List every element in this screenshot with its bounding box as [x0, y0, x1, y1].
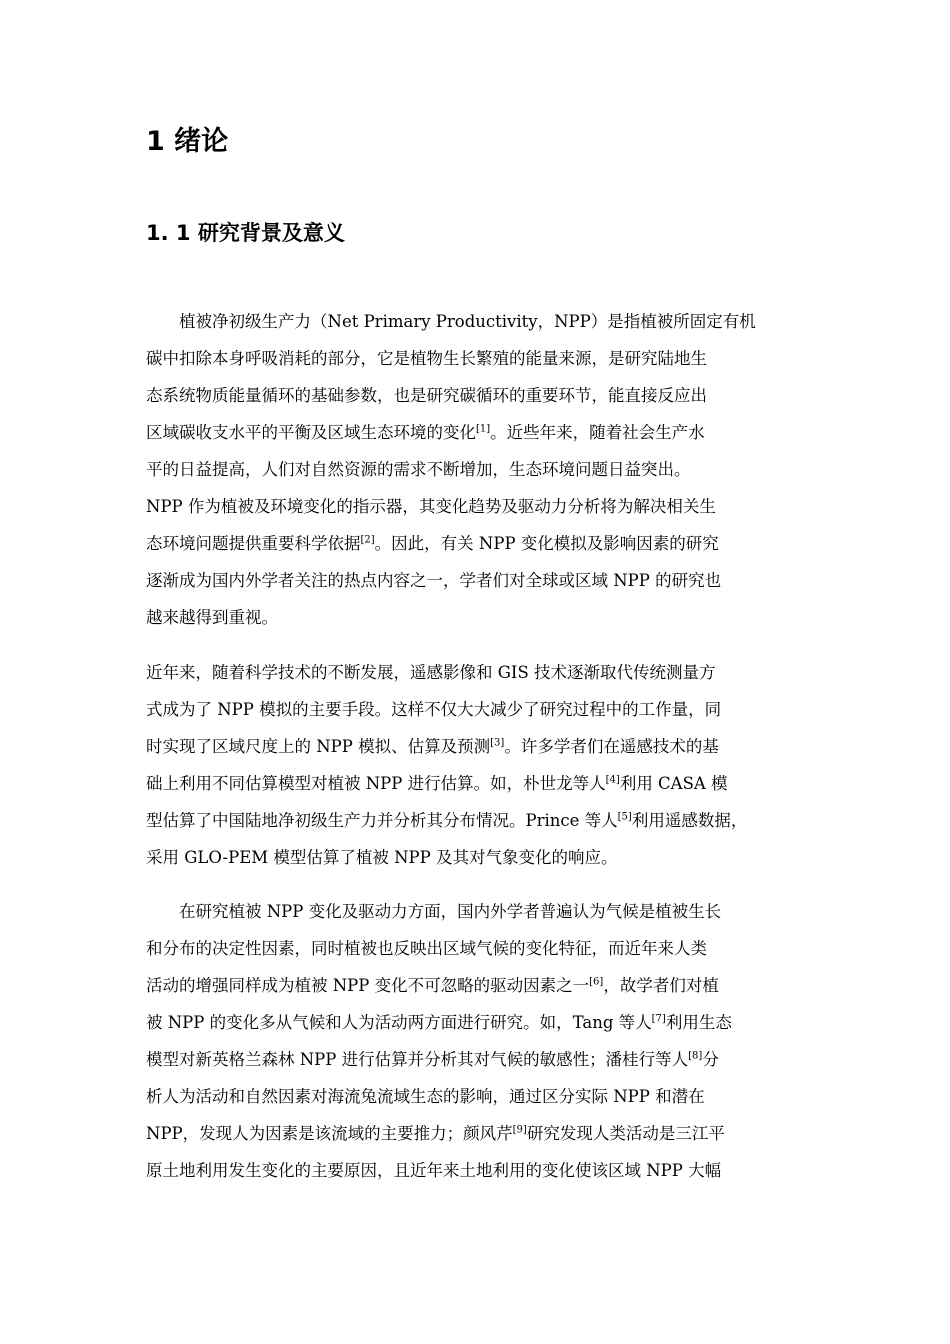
paragraph-line [146, 562, 806, 599]
citation-ref: [9] [512, 1124, 527, 1136]
line-text: 被 NPP 的变化多从气候和人为活动两方面进行研究。如，Tang 等人 [146, 1013, 652, 1032]
paragraph-3 [146, 893, 806, 1189]
chapter-title: 1 绪论 [146, 126, 229, 157]
citation-ref: [4] [605, 774, 620, 786]
paragraph-line [146, 765, 806, 802]
line-text: 模型对新英格兰森林 NPP 进行估算并分析其对气候的敏感性；潘桂行等人 [146, 1050, 689, 1069]
paragraph-line [146, 1152, 806, 1189]
paragraph-line [146, 303, 806, 340]
line-text: 在研究植被 NPP 变化及驱动力方面，国内外学者普遍认为气候是植被生长 [179, 902, 722, 921]
paragraph-line [146, 967, 806, 1004]
line-text: 越来越得到重视。 [146, 608, 278, 627]
line-text-continued: 研究发现人类活动是三江平 [526, 1124, 725, 1143]
line-text: 近年来，随着科学技术的不断发展，遥感影像和 GIS 技术逐渐取代传统测量方 [146, 663, 716, 682]
citation-ref: [8] [688, 1050, 703, 1062]
line-text: 区域碳收支水平的平衡及区域生态环境的变化 [146, 423, 476, 442]
paragraph-line [146, 377, 806, 414]
paragraph-line [146, 1041, 806, 1078]
line-text: 础上利用不同估算模型对植被 NPP 进行估算。如，朴世龙等人 [146, 774, 606, 793]
line-text-continued: ，故学者们对植 [603, 976, 719, 995]
paragraph-line [146, 414, 806, 451]
citation-ref: [6] [589, 976, 604, 988]
paragraph-line [146, 654, 806, 691]
line-text-continued: 。许多学者们在遥感技术的基 [504, 737, 719, 756]
citation-ref: [7] [651, 1013, 666, 1025]
paragraph-line [146, 839, 806, 876]
paragraph-line [146, 802, 806, 839]
paragraph-line [146, 893, 806, 930]
citation-ref: [2] [360, 534, 375, 546]
paragraph-line [146, 488, 806, 525]
line-text: 原土地利用发生变化的主要原因，且近年来土地利用的变化使该区域 NPP 大幅 [146, 1161, 722, 1180]
paragraph-line [146, 691, 806, 728]
line-text-continued: 利用遥感数据， [631, 811, 748, 830]
paragraph-line [146, 930, 806, 967]
line-text: 活动的增强同样成为植被 NPP 变化不可忽略的驱动因素之一 [146, 976, 590, 995]
line-text-continued: 。因此，有关 NPP 变化模拟及影响因素的研究 [374, 534, 719, 553]
line-text: 采用 GLO-PEM 模型估算了植被 NPP 及其对气象变化的响应。 [146, 848, 618, 867]
line-text: 式成为了 NPP 模拟的主要手段。这样不仅大大减少了研究过程中的工作量，同 [146, 700, 722, 719]
paragraph-line [146, 451, 806, 488]
paragraph-line [146, 525, 806, 562]
line-text: 植被净初级生产力（Net Primary Productivity，NPP）是指植被所固定有机 [179, 312, 756, 331]
paragraph-2 [146, 654, 806, 876]
line-text: 和分布的决定性因素，同时植被也反映出区域气候的变化特征，而近年来人类 [146, 939, 707, 958]
paragraph-line [146, 340, 806, 377]
citation-ref: [3] [490, 737, 505, 749]
paragraph-line [146, 728, 806, 765]
line-text: 时实现了区域尺度上的 NPP 模拟、估算及预测 [146, 737, 491, 756]
line-text: 态系统物质能量循环的基础参数，也是研究碳循环的重要环节，能直接反应出 [146, 386, 707, 405]
line-text: NPP 作为植被及环境变化的指示器，其变化趋势及驱动力分析将为解决相关生 [146, 497, 716, 516]
line-text: 碳中扣除本身呼吸消耗的部分，它是植物生长繁殖的能量来源，是研究陆地生 [146, 349, 707, 368]
line-text: 型估算了中国陆地净初级生产力并分析其分布情况。Prince 等人 [146, 811, 618, 830]
line-text-continued: 利用 CASA 模 [619, 774, 728, 793]
paragraph-line [146, 1004, 806, 1041]
line-text: 逐渐成为国内外学者关注的热点内容之一，学者们对全球或区域 NPP 的研究也 [146, 571, 722, 590]
citation-ref: [5] [617, 811, 632, 823]
line-text: 态环境问题提供重要科学依据 [146, 534, 361, 553]
paragraph-1 [146, 303, 806, 636]
line-text-continued: 。近些年来，随着社会生产水 [490, 423, 705, 442]
line-text: NPP，发现人为因素是该流域的主要推力；颜风芹 [146, 1124, 513, 1143]
paragraph-line [146, 599, 806, 636]
paragraph-line [146, 1078, 806, 1115]
line-text-continued: 利用生态 [665, 1013, 732, 1032]
section-title: 1. 1 研究背景及意义 [146, 221, 345, 245]
paragraph-line [146, 1115, 806, 1152]
citation-ref: [1] [476, 423, 491, 435]
line-text-continued: 分 [702, 1050, 719, 1069]
line-text: 析人为活动和自然因素对海流兔流域生态的影响，通过区分实际 NPP 和潜在 [146, 1087, 705, 1106]
line-text: 平的日益提高，人们对自然资源的需求不断增加，生态环境问题日益突出。 [146, 460, 691, 479]
